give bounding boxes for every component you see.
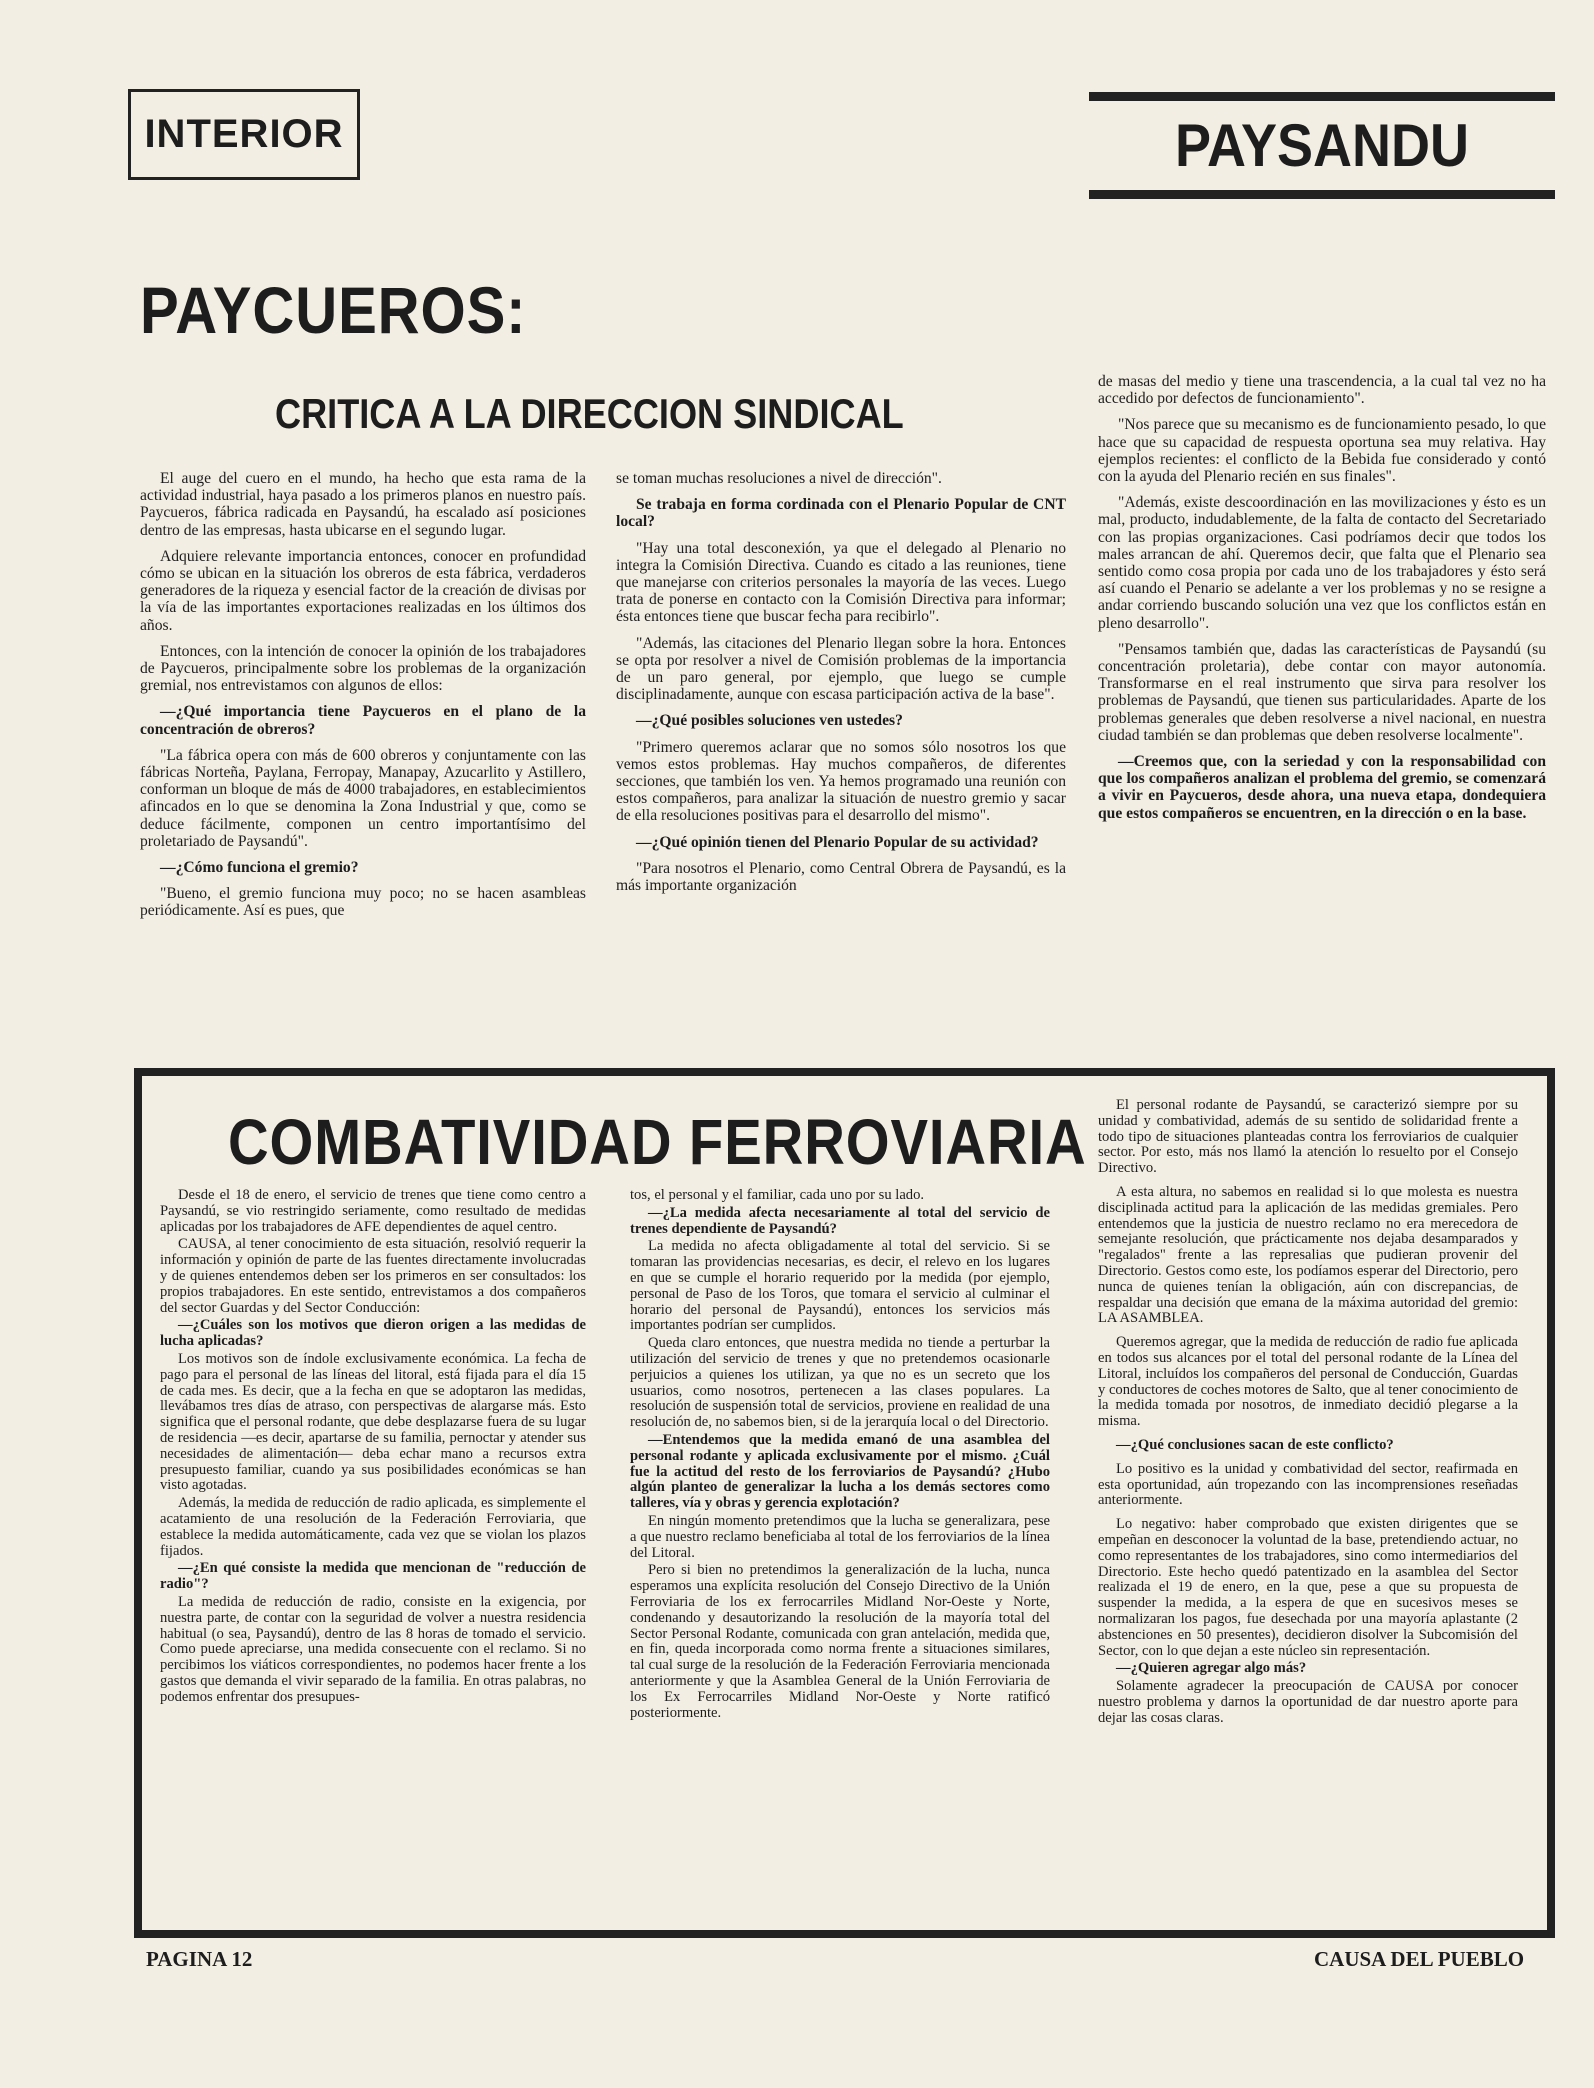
paragraph: "Nos parece que su mecanismo es de funcionamiento pesado, lo que hace que su capacidad de respuesta oportuna sea muy relativa. Hay ejemplos recientes: el conflicto de la Bebida fue considerado y contó con la ayuda del Plenario recién en sus finales". bbox=[1098, 416, 1546, 486]
page-number: PAGINA 12 bbox=[146, 1947, 253, 1971]
paragraph: A esta altura, no sabemos en realidad si lo que molesta es nuestra disciplinada actitud para la aplicación de las medidas gremiales. Pero entendemos que la justicia de nuestro reclamo no era merecedora de semejante resolución, que prácticamente nos dejaba desamparados y "regalados" frente a las represalias que pudieran provenir del Directorio. Gestos como este, los podíamos esperar del Directorio, pero nunca de quienes tenían la obligación, aún con discrepancias, de respaldar una decisión que emana de la máxima autoridad del gremio: LA ASAMBLEA. bbox=[1098, 1183, 1518, 1327]
paragraph: Queremos agregar, que la medida de reducción de radio fue aplicada en todos sus alcances por el total del personal rodante de la Línea del Litoral, incluídos los compañeros del personal de Conducción, Guardas y conductores de coches motores de Salto, que al tener conocimiento de la medida tomada por nosotros, de inmediato decidió plegarse a la misma. bbox=[1098, 1334, 1518, 1430]
section-label: INTERIOR bbox=[144, 112, 344, 156]
article1-column-3 bbox=[1098, 373, 1546, 831]
paragraph: Solamente agradecer la preocupación de CAUSA por conocer nuestro problema y darnos la oportunidad de dar nuestro aporte para dejar las cosas claras. bbox=[1098, 1678, 1518, 1726]
interview-question: —¿Cómo funciona el gremio? bbox=[160, 859, 359, 877]
paragraph: se toman muchas resoluciones a nivel de dirección". bbox=[616, 470, 942, 487]
paragraph: Entonces, con la intención de conocer la opinión de los trabajadores de Paycueros, principalmente sobre los problemas de la organización gremial, nos entrevistamos con algunos de ellos: bbox=[140, 642, 586, 695]
paragraph: El personal rodante de Paysandú, se caracterizó siempre por su unidad y combatividad, además de su sentido de solidaridad frente a todo tipo de situaciones planteadas contra los ferroviarios de cualquier sector. Por esto, más nos llamó la atención lo resuelto por el Consejo Directivo. bbox=[1098, 1097, 1518, 1177]
paragraph: Lo negativo: haber comprobado que existen dirigentes que se empeñan en desconocer la voluntad de la base, pretendiendo actuar, no como representantes de los trabajadores, sino como intermediarios del Directorio. Este hecho quedó patentizado en la asamblea del Sector realizada el 19 de enero, en la que, pese a que su propuesta de suspender la medida, a la espera de que en sucesivos meses se normalizaran los pagos, fue desechada por una mayoría aplastante (2 abstenciones en 50 presentes), decidieron disolver la Subcomisión del Sector, con lo que dejan a este núcleo sin representación. bbox=[1098, 1516, 1518, 1659]
section-label-box bbox=[128, 89, 360, 180]
paragraph: "Además, las citaciones del Plenario llegan sobre la hora. Entonces se opta por resolver a nivel de Comisión problemas de la importancia de un paro general, por ejemplo, que luego se cumple disciplinadamente, aunque con escasa participación activa de la base". bbox=[616, 634, 1066, 704]
interview-question: —¿Qué opinión tienen del Plenario Popular de su actividad? bbox=[636, 833, 1039, 851]
interview-question: —¿La medida afecta necesariamente al total del servicio de trenes dependiente de Paysandú? bbox=[630, 1204, 1050, 1237]
paragraph: Además, la medida de reducción de radio aplicada, es simplemente el acatamiento de una resolución de la Federación Ferroviaria, que establece la medida automáticamente, cada vez que se violan los plazos fijados. bbox=[160, 1495, 586, 1559]
paragraph: "Hay una total desconexión, ya que el delegado al Plenario no integra la Comisión Directiva. Cuando es citado a las reuniones, tiene que manejarse con criterios personales la mayoría de las veces. Luego trata de ponerse en contacto con la Comisión Directiva para informar; ésta entonces tiene que buscar fecha para recibirlo". bbox=[616, 539, 1066, 626]
paragraph: "Además, existe descoordinación en las movilizaciones y ésto es un mal, producto, indudablemente, de la falta de contacto del Secretariado con las propias organizaciones. Casi podríamos decir que todos los males arrancan de ahí. Queremos decir, que falta que el Plenario sea sentido como cosa propia por cada uno de los trabajadores y ésto será así cuando el Penario se adelante a ver los problemas y no se resigne a andar corriendo buscando solución una vez que los conflictos están en pleno desarrollo". bbox=[1098, 494, 1546, 632]
paragraph: Lo positivo es la unidad y combatividad del sector, reafirmada en esta oportunidad, aún tropezando con las incomprensiones reseñadas anteriormente. bbox=[1098, 1460, 1518, 1509]
paragraph: Queda claro entonces, que nuestra medida no tiende a perturbar la utilización del servicio de trenes y que no pretendemos ocasionarle perjuicios a quienes los utilizan, ya que no es un secreto que los usuarios, como nosotros, pertenecen a las clases populares. La resolución de suspensión total de servicios, proviene en realidad de una resolución de, no sabemos bien, si de la jerarquía local o del Directorio. bbox=[630, 1335, 1050, 1431]
paragraph: tos, el personal y el familiar, cada uno por su lado. bbox=[630, 1187, 925, 1203]
paragraph: "Primero queremos aclarar que no somos sólo nosotros los que vemos estos problemas. Hay muchos compañeros, de diferentes secciones, que también los ven. Ya hemos programado una reunión con estos compañeros, para analizar la situación de nuestro gremio y sacar de ella resoluciones positivas para el desarrollo del mismo". bbox=[616, 738, 1066, 825]
paragraph: "Para nosotros el Plenario, como Central Obrera de Paysandú, es la más importante organización bbox=[616, 859, 1066, 895]
paragraph: "La fábrica opera con más de 600 obreros y conjuntamente con las fábricas Norteña, Paylana, Ferropay, Manapay, Azucarlito y Astillero, conforman un bloque de más de 4000 trabajadores, en establecimientos afincados en lo que se denomina la Zona Industrial y que, como se deduce fácilmente, componen un centro importantísimo del proletariado de Paysandú". bbox=[140, 746, 586, 850]
interview-question: —Entendemos que la medida emanó de una asamblea del personal rodante y aplicada exclusivamente por el mismo. ¿Cuál fue la actitud del resto de los ferroviarios de Paysandú? ¿Hubo algún planteo de generalizar la lucha a los demás sectores como talleres, vía y obras y gerencia explotación? bbox=[630, 1431, 1050, 1512]
paragraph: Desde el 18 de enero, el servicio de trenes que tiene como centro a Paysandú, se vio restringido seriamente, como resultado de medidas aplicadas por los trabajadores de AFE dependientes de aquel centro. bbox=[160, 1187, 586, 1235]
article1-column-1 bbox=[140, 470, 586, 929]
article2-title: COMBATIVIDAD FERROVIARIA bbox=[228, 1106, 1087, 1178]
interview-question: —¿Quieren agregar algo más? bbox=[1116, 1660, 1307, 1677]
closing-statement: —Creemos que, con la seriedad y con la responsabilidad con que los compañeros analizan el problema del gremio, se comenzará a vivir en Paycueros, desde ahora, una nueva etapa, dondequiera que estos compañeros se encuentren, en la dirección o en la base. bbox=[1098, 753, 1546, 822]
article2-column-3 bbox=[1098, 1098, 1518, 1728]
paragraph: La medida de reducción de radio, consiste en la exigencia, por nuestra parte, de contar con la seguridad de volver a nuestra residencia habitual (o sea, Paysandú), dentro de las 8 horas de tomado el servicio. Como puede apreciarse, una medida consecuente con el reclamo. Si no percibimos los viáticos correspondientes, no podemos hacer frente a los gastos que demanda el vivir separado de la familia. En otras palabras, no podemos enfrentar dos presupues- bbox=[160, 1593, 586, 1705]
header-rule-bottom bbox=[1089, 190, 1555, 199]
publication-name: CAUSA DEL PUEBLO bbox=[1314, 1947, 1525, 1971]
city-heading: PAYSANDU bbox=[1174, 112, 1470, 179]
interview-question: —¿Qué importancia tiene Paycueros en el plano de la concentración de obreros? bbox=[140, 703, 586, 738]
header-rule-top bbox=[1089, 92, 1555, 101]
paragraph: La medida no afecta obligadamente al total del servicio. Si se tomaran las providencias necesarias, es decir, el relevo en los lugares en que se cumple el horario requerido por la medida (por ejemplo, personal de Paso de los Toros, que tomara el servicio al culminar el horario del personal de Paysandú), entonces los servicios más importantes podrían ser cumplidos. bbox=[630, 1238, 1050, 1334]
paragraph: El auge del cuero en el mundo, ha hecho que esta rama de la actividad industrial, haya pasado a los primeros planos en nuestro país. Paycueros, fábrica radicada en Paysandú, ha escalado así posiciones dentro de las empresas, hasta ubicarse en el segundo lugar. bbox=[140, 470, 586, 539]
article2-column-2 bbox=[630, 1188, 1050, 1723]
paragraph: Los motivos son de índole exclusivamente económica. La fecha de pago para el personal de las líneas del litoral, está fijada para el día 15 de cada mes. Es decir, que a la fecha en que se adoptaron las medidas, llevábamos tres días de atraso, con perspectivas de alargarse más. Esto significa que el personal rodante, que debe desplazarse fuera de su lugar de residencia —es decir, apartarse de su familia, pernoctar y atender sus necesidades de alimentación— deba echar mano a recursos extra presupuesto familiar, cuando ya sus posibilidades económicas se han visto agotadas. bbox=[160, 1350, 586, 1494]
article1-title: PAYCUEROS: bbox=[140, 273, 527, 347]
paragraph: de masas del medio y tiene una trascendencia, a la cual tal vez no ha accedido por defectos de funcionamiento". bbox=[1098, 373, 1546, 408]
paragraph: Adquiere relevante importancia entonces, conocer en profundidad cómo se ubican en la situación los obreros de esta fábrica, verdaderos generadores de la riqueza y esencial factor de la creación de divisas por la vía de las importantes exportaciones realizadas en los últimos dos años. bbox=[140, 547, 586, 634]
interview-question: Se trabaja en forma cordinada con el Plenario Popular de CNT local? bbox=[616, 496, 1066, 531]
paragraph: CAUSA, al tener conocimiento de esta situación, resolvió requerir la información y opinión de parte de las fuentes directamente involucradas y de quienes entendemos deben ser los primeros en ser consultados: los propios trabajadores. En este sentido, entrevistamos a dos compañeros del sector Guardas y del Sector Conducción: bbox=[160, 1236, 586, 1316]
paragraph: "Bueno, el gremio funciona muy poco; no se hacen asambleas periódicamente. Así es pues, que bbox=[140, 885, 586, 920]
interview-question: —¿Cuáles son los motivos que dieron origen a las medidas de lucha aplicadas? bbox=[160, 1317, 586, 1350]
paragraph: "Pensamos también que, dadas las características de Paysandú (su concentración proletaria), debe contar con mayor autonomía. Transformarse en el real instrumento que sirva para resolver los problemas de Paysandú, que tienen sus particularidades. Aparte de los problemas generales que deben resolverse a nivel nacional, en nuestra ciudad también se dan problemas que deben resolverse localmente". bbox=[1098, 640, 1546, 744]
article1-subtitle: CRITICA A LA DIRECCION SINDICAL bbox=[275, 390, 904, 437]
interview-question: —¿Qué conclusiones sacan de este conflicto? bbox=[1116, 1436, 1394, 1453]
interview-question: —¿Qué posibles soluciones ven ustedes? bbox=[636, 712, 903, 730]
article1-column-2 bbox=[616, 470, 1066, 903]
paragraph: En ningún momento pretendimos que la lucha se generalizara, pese a que nuestro reclamo beneficiaba al total de los ferroviarios de la línea del Litoral. bbox=[630, 1512, 1050, 1561]
paragraph: Pero si bien no pretendimos la generalización de la lucha, nunca esperamos una explícita resolución del Consejo Directivo de la Unión Ferroviaria de los ex ferrocarriles Midland Nor-Oeste y Norte, condenando y desautorizando la resolución de la mayoría total del Sector Personal Rodante, comunicada con gran antelación, medida que, en fin, queda incorporada como norma frente a situaciones similares, tal cual surge de la resolución de la Federación Ferroviaria mencionada anteriormente y que la Asamblea General de la Unión Ferroviaria de los Ex Ferrocarriles Midland Nor-Oeste y Norte ratificó posteriormente. bbox=[630, 1562, 1050, 1721]
article2-column-1 bbox=[160, 1188, 586, 1708]
interview-question: —¿En qué consiste la medida que mencionan de "reducción de radio"? bbox=[160, 1560, 586, 1593]
